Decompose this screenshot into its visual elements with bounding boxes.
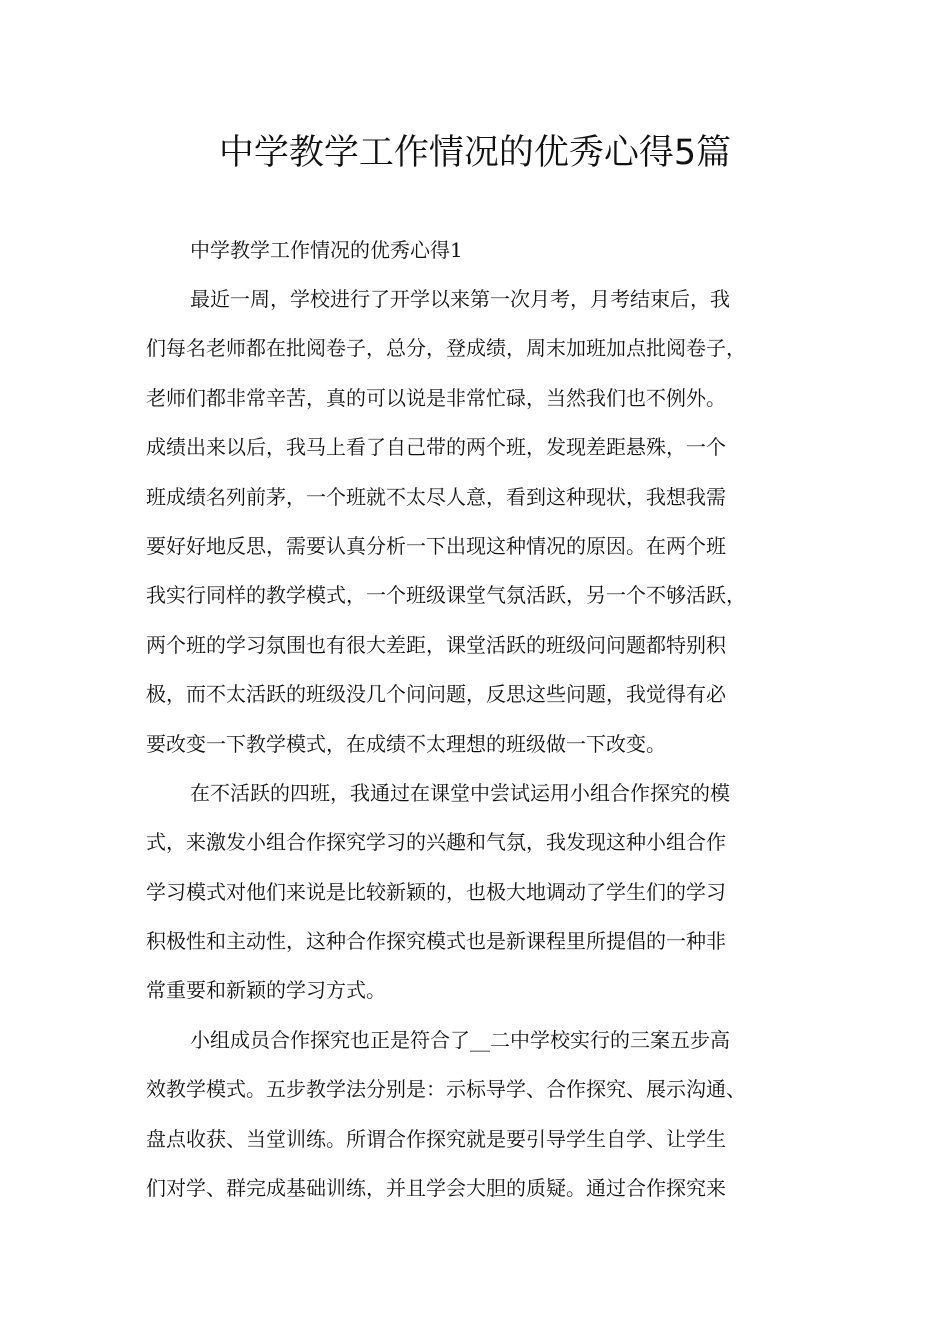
text-line: 我实行同样的教学模式，一个班级课堂气氛活跃，另一个不够活跃， xyxy=(146,583,746,608)
text-line: 们每名老师都在批阅卷子，总分，登成绩，周末加班加点批阅卷子， xyxy=(146,336,746,361)
text-line: 学习模式对他们来说是比较新颖的，也极大地调动了学生们的学习 xyxy=(146,879,726,904)
text-line: 积极性和主动性，这种合作探究模式也是新课程里所提倡的一种非 xyxy=(146,929,726,954)
text-line: 要好好地反思，需要认真分析一下出现这种情况的原因。在两个班 xyxy=(146,533,726,558)
text-line: 成绩出来以后，我马上看了自己带的两个班，发现差距悬殊，一个 xyxy=(146,435,726,460)
text-line: 式，来激发小组合作探究学习的兴趣和气氛，我发现这种小组合作 xyxy=(146,830,726,855)
text-line: 常重要和新颖的学习方式。 xyxy=(146,978,386,1003)
paragraph-1 xyxy=(146,275,820,769)
text-line: 老师们都非常辛苦，真的可以说是非常忙碌，当然我们也不例外。 xyxy=(146,385,726,410)
text-line: 班成绩名列前茅，一个班就不太尽人意，看到这种现状，我想我需 xyxy=(146,484,726,509)
document-body xyxy=(146,226,820,1213)
text-line: 两个班的学习氛围也有很大差距，课堂活跃的班级问问题都特别积 xyxy=(146,632,726,657)
text-line: 效教学模式。五步教学法分别是：示标导学、合作探究、展示沟通、 xyxy=(146,1077,746,1102)
document-title: 中学教学工作情况的优秀心得5篇 xyxy=(218,133,732,173)
text-line: 小组成员合作探究也正是符合了__二中学校实行的三案五步高 xyxy=(190,1027,730,1052)
section-heading: 中学教学工作情况的优秀心得1 xyxy=(190,238,463,262)
paragraph-2 xyxy=(146,769,820,1016)
text-line: 要改变一下教学模式，在成绩不太理想的班级做一下改变。 xyxy=(146,731,666,756)
text-line: 盘点收获、当堂训练。所谓合作探究就是要引导学生自学、让学生 xyxy=(146,1126,726,1151)
text-line: 在不活跃的四班，我通过在课堂中尝试运用小组合作探究的模 xyxy=(190,780,730,805)
paragraph-3 xyxy=(146,1016,820,1214)
text-line: 极，而不太活跃的班级没几个问问题，反思这些问题，我觉得有必 xyxy=(146,682,726,707)
text-line: 最近一周，学校进行了开学以来第一次月考，月考结束后，我 xyxy=(190,287,730,311)
text-line: 们对学、群完成基础训练，并且学会大胆的质疑。通过合作探究来 xyxy=(146,1176,726,1201)
